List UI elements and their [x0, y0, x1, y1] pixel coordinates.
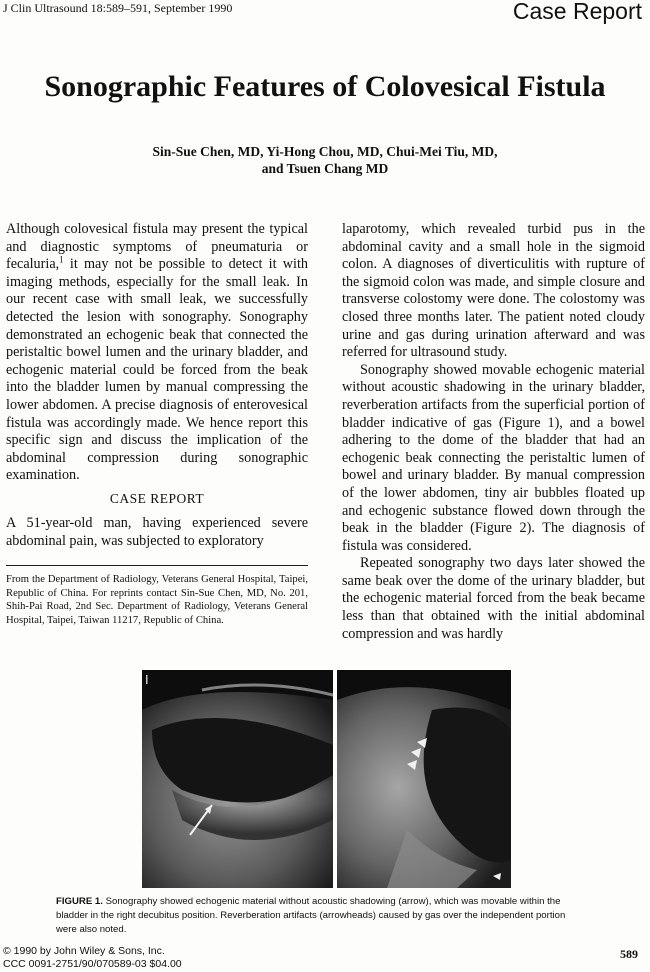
abstract-text-b: it may not be possible to detect it with imaging methods, especially for the small leak. In our recent case with small leak, we successfully detected the lesion with sonography. Sonography demonstrated an echogenic beak that connected the peristaltic bowel lumen and the urinary bladder, and echogenic material could be forced from the beak into the bladder lumen by manual compressing the lower abdomen. A precise diagnosis of enterovesical fistula was accordingly made. We hence report this specific sign and discuss the implication of the abdominal compression during sonographic examination.: [6, 256, 308, 484]
author-line-1: Sin-Sue Chen, MD, Yi-Hong Chou, MD, Chui-Mei Tiu, MD,: [152, 144, 498, 159]
page-number: 589: [620, 947, 638, 961]
author-affiliation-footnote: From the Department of Radiology, Veterans General Hospital, Taipei, Republic of China. For reprints contact Sin-Sue Chen, MD, No. 201, Shih-Pai Road, 2nd Sec. Department of Radiology, Veterans General Hospital, Taipei, Taiwan 11217, Republic of China.: [6, 574, 308, 626]
sonogram-left-image: [142, 670, 333, 888]
figure-caption: [56, 895, 576, 937]
article-title: Sonographic Features of Colovesical Fistula: [44, 70, 606, 103]
case-report-intro-text: A 51-year-old man, having experienced severe abdominal pain, was subjected to exploratory: [6, 515, 308, 549]
section-label: Case Report: [512, 0, 642, 24]
body-paragraph-1: laparotomy, which revealed turbid pus in the abdominal cavity and a small hole in the sigmoid colon. A diagnoses of diverticulitis with rupture of the sigmoid colon was made, and simple closure and transverse colostomy were done. The colostomy was closed three months later. The patient noted cloudy urine and gas during urination afterward and was referred for ultrasound study.: [342, 221, 645, 361]
author-line-2: and Tsuen Chang MD: [261, 161, 389, 176]
reference-marker[interactable]: 1: [59, 254, 64, 265]
body-column-right: [342, 221, 645, 643]
footnote-divider: [6, 565, 308, 566]
figure-caption-label: FIGURE 1.: [56, 896, 103, 907]
abstract-paragraph: [6, 221, 308, 485]
case-report-heading: CASE REPORT: [109, 491, 205, 506]
ccc-code: CCC 0091-2751/90/070589-03 $04.00: [3, 958, 182, 970]
figure-panel-label: I: [145, 672, 149, 687]
body-paragraph-2: Sonography showed movable echogenic material without acoustic shadowing in the urinary bladder, reverberation artifacts from the superficial portion of bladder indicative of gas (Figure 1), and a bowel adhering to the dome of the bladder that had an echogenic beak connecting the peristaltic lumen of bowel and urinary bladder. By manual compression of the lower abdomen, tiny air bubbles floated up and echogenic substance flowed down through the beak in the bladder (Figure 2). The diagnosis of fistula was considered.: [342, 361, 645, 554]
author-list: [0, 143, 650, 177]
sonogram-panel-right: [337, 670, 511, 888]
abstract-text-a: Although colovesical fistula may present the typical and diagnostic symptoms of pneumaturia or fecaluria,: [6, 221, 308, 273]
figure-caption-text: Sonography showed echogenic material without acoustic shadowing (arrow), which was movable within the bladder in the right decubitus position. Reverberation artifacts (arrowheads) caused by gas over the independent portion were also noted.: [56, 896, 566, 935]
sonogram-right-image: [337, 670, 511, 888]
case-report-intro: [6, 515, 308, 550]
copyright-notice: [3, 945, 182, 971]
journal-citation: J Clin Ultrasound 18:589–591, September 1990: [3, 1, 233, 15]
copyright-line: © 1990 by John Wiley & Sons, Inc.: [3, 945, 165, 957]
body-paragraph-3: Repeated sonography two days later showed the same beak over the dome of the urinary bladder, but the echogenic material forced from the beak became less than that obtained with the initial abdominal compression and was hardly: [342, 555, 645, 642]
sonogram-panel-left: [142, 670, 333, 888]
